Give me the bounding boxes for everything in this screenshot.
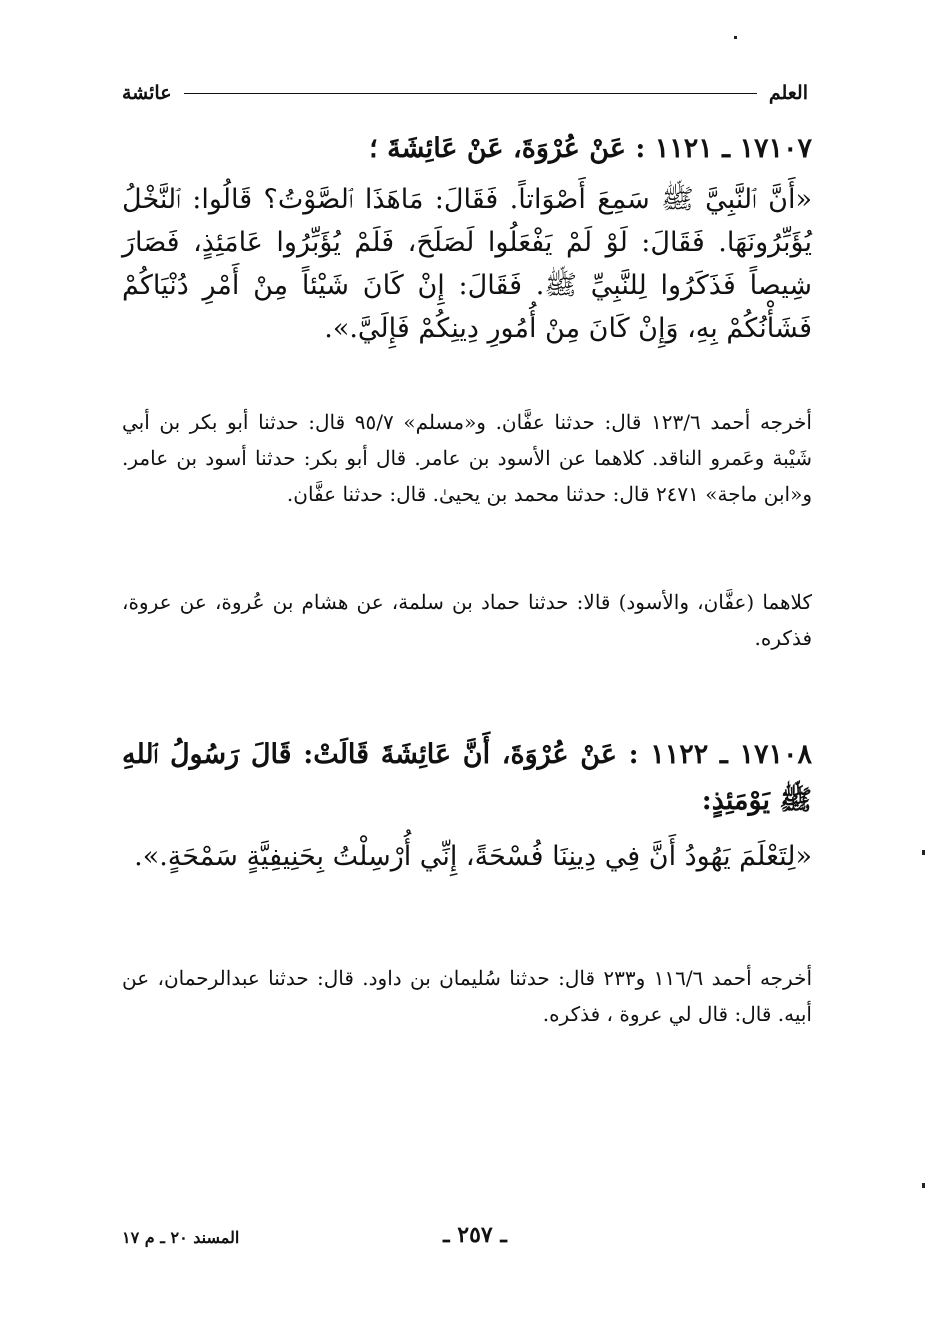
running-header bbox=[122, 78, 808, 108]
hadith-1-text: «أَنَّ ٱلنَّبِيَّ ﷺ سَمِعَ أَصْوَاتاً. فَقَالَ: مَاهَذَا ٱلصَّوْتُ؟ قَالُوا: ٱلنَّخْلُ يُؤَبِّرُونَهَا. فَقَالَ: لَوْ لَمْ يَفْعَلُوا لَصَلَحَ، فَلَمْ يُؤَبِّرُوا عَامَئِذٍ، فَصَارَ شِيصاً فَذَكَرُوا لِلنَّبِيِّ ﷺ. فَقَالَ: إِنْ كَانَ شَيْئاً مِنْ أَمْرِ دُنْيَاكُمْ فَشَأْنُكُمْ بِهِ، وَإِنْ كَانَ مِنْ أُمُورِ دِينِكُمْ فَإِلَيَّ.». bbox=[122, 184, 812, 344]
scan-speck bbox=[734, 36, 737, 39]
hadith-1-takhrij: أخرجه أحمد ١٢٣/٦ قال: حدثنا عفَّان. و«مسلم» ٩٥/٧ قال: حدثنا أبو بكر بن أبي شَيْبة وعَمرو الناقد. كلاهما عن الأسود بن عامر. قال أبو بكر: حدثنا أسود بن عامر. و«ابن ماجة» ٢٤٧١ قال: حدثنا محمد بن يحيىٰ. قال: حدثنا عفَّان. bbox=[122, 410, 812, 506]
page-number: ـ ٢٥٧ ـ bbox=[443, 1222, 507, 1248]
hadith-2-heading: ١٧١٠٨ ـ ١١٢٢ : عَنْ عُرْوَةَ، أَنَّ عَائِشَةَ قَالَتْ: قَالَ رَسُولُ ٱللهِ ﷺ يَوْمَئِذٍ: bbox=[122, 739, 812, 816]
header-section-title: العلم bbox=[768, 82, 808, 104]
hadith-1-heading: ١٧١٠٧ ـ ١١٢١ : عَنْ عُرْوَةَ، عَنْ عَائِشَةَ ؛ bbox=[369, 133, 812, 164]
hadith-2-takhrij: أخرجه أحمد ١١٦/٦ و٢٣٣ قال: حدثنا سُليمان بن داود. قال: حدثنا عبدالرحمان، عن أبيه. قال: قال لي عروة ، فذكره. bbox=[122, 966, 812, 1026]
header-narrator-title: عائشة bbox=[122, 82, 172, 104]
scan-speck bbox=[922, 850, 925, 855]
scan-speck bbox=[922, 1183, 925, 1188]
footer-signature: المسند ٢٠ ـ م ١٧ bbox=[122, 1228, 240, 1247]
hadith-2-text: «لِتَعْلَمَ يَهُودُ أَنَّ فِي دِينِنَا فُسْحَةً، إِنِّي أُرْسِلْتُ بِحَنِيفِيَّةٍ سَمْحَةٍ.». bbox=[134, 841, 812, 872]
header-rule bbox=[184, 93, 757, 94]
hadith-1-takhrij-chain: كلاهما (عفَّان، والأسود) قالا: حدثنا حماد بن سلمة، عن هشام بن عُروة، عن عروة، فذكره. bbox=[122, 590, 812, 650]
